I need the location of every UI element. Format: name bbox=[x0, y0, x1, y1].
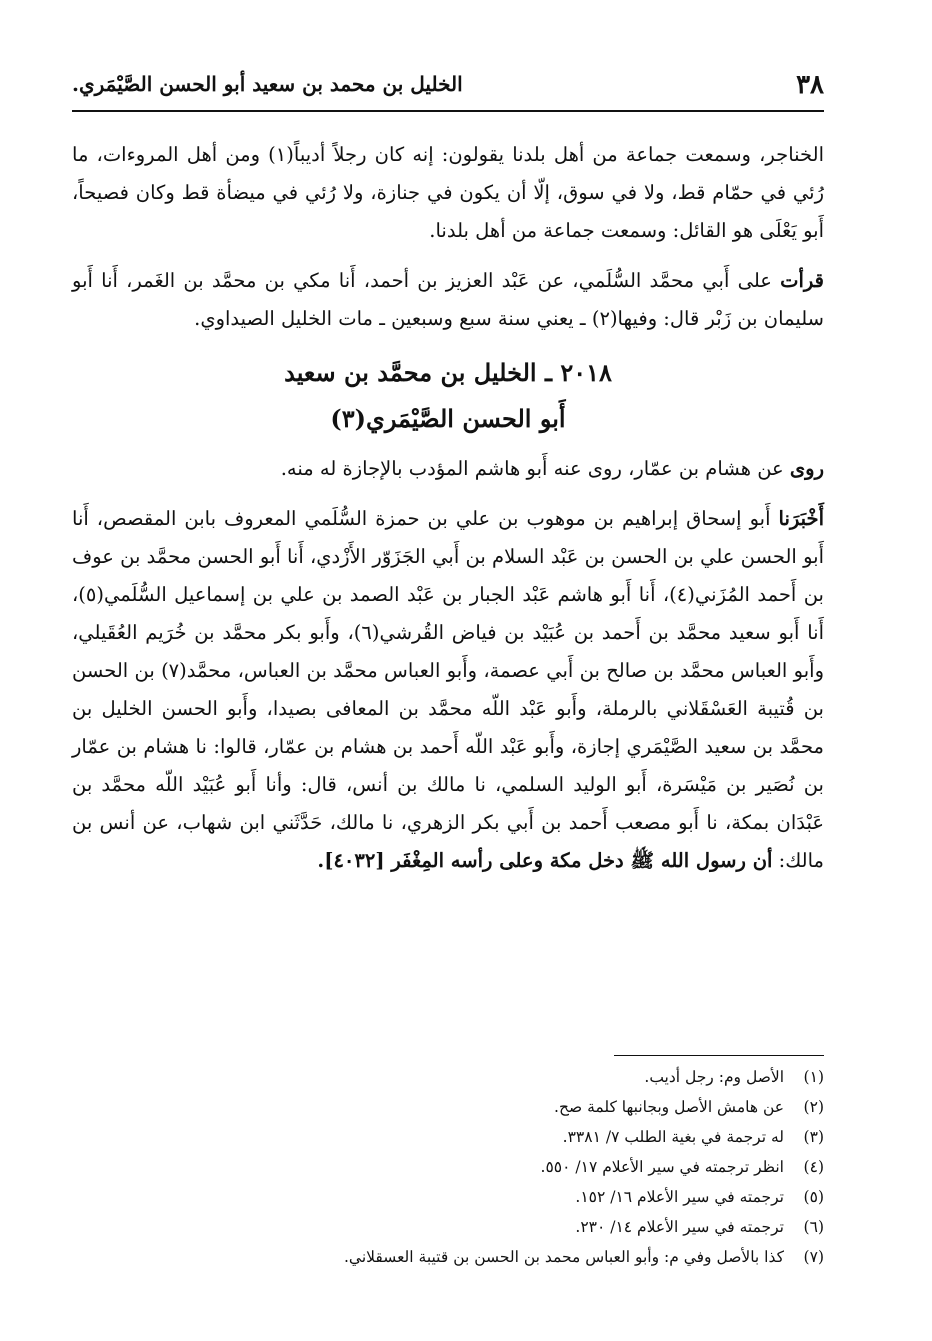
paragraph-1 bbox=[72, 136, 824, 250]
paragraph-text: الخناجر، وسمعت جماعة من أهل بلدنا يقولون: إنه كان رجلاً أديباً(١) ومن أهل المروءات، ما رُئي في حمّام قط، ولا في سوق، إلّا أن يكون في جنازة، ولا رُئي في ميضأة قط وكان فصيحاً، أَبو يَعْلَى هو القائل: وسمعت جماعة من أهل بلدنا. bbox=[72, 143, 824, 242]
footnote bbox=[72, 1152, 824, 1182]
footnote bbox=[72, 1242, 824, 1272]
entry-title bbox=[72, 350, 824, 442]
footnote-text: عن هامش الأصل وبجانبها كلمة صح. bbox=[554, 1098, 784, 1116]
footnote-rule bbox=[614, 1055, 824, 1056]
body-text bbox=[72, 136, 824, 892]
paragraph-2 bbox=[72, 262, 824, 338]
page bbox=[72, 70, 824, 1266]
footnote bbox=[72, 1182, 824, 1212]
paragraph-text: على أَبي محمَّد السُّلَمي، عن عَبْد العزيز بن أحمد، أَنا مكي بن محمَّد بن الغَمر، أَنا أَبو سليمان بن زَبْر قال: وفيها(٢) ـ يعني سنة سبع وسبعين ـ مات الخليل الصيداوي. bbox=[72, 269, 824, 330]
paragraph-lead: قرأت bbox=[780, 269, 824, 292]
footnote bbox=[72, 1122, 824, 1152]
footnote bbox=[72, 1062, 824, 1092]
footnote-text: له ترجمة في بغية الطلب ٧/ ٣٣٨١. bbox=[562, 1128, 784, 1146]
footnote-text: الأصل وم: رجل أديب. bbox=[644, 1068, 784, 1086]
running-title: الخليل بن محمد بن سعيد أبو الحسن الصَّيْمَري. bbox=[72, 72, 463, 96]
footnote-text: ترجمته في سير الأعلام ١٦/ ١٥٢. bbox=[575, 1188, 784, 1206]
footnote-number: (٧) bbox=[803, 1248, 824, 1266]
footnote-text: ترجمته في سير الأعلام ١٤/ ٢٣٠. bbox=[575, 1218, 784, 1236]
footnote bbox=[72, 1212, 824, 1242]
footnote bbox=[72, 1092, 824, 1122]
paragraph-3 bbox=[72, 450, 824, 488]
footnote-number: (٤) bbox=[803, 1158, 824, 1176]
footnote-number: (٣) bbox=[803, 1128, 824, 1146]
footnote-number: (٢) bbox=[803, 1098, 824, 1116]
paragraph-text: عن هشام بن عمّار، روى عنه أَبو هاشم المؤدب بالإجازة له منه. bbox=[280, 457, 790, 480]
paragraph-text: أَبو إسحاق إبراهيم بن موهوب بن علي بن حمزة السُّلَمي المعروف بابن المقصص، أَنا أَبو الحسن علي بن الحسن بن عَبْد السلام بن أَبي الجَزَوّر الأَزْدي، أَنا أَبو الحسن محمَّد بن عوف بن أَحمد المُزَني(٤)، أَنا أَبو هاشم عَبْد الجبار بن عَبْد الصمد بن علي بن إسماعيل السُّلَمي(٥)، أَنا أَبو سعيد محمَّد بن أَحمد بن عُبَيْد بن فياض القُرشي(٦)، وأَبو بكر محمَّد بن خُرَيم العُقَيلي، وأَبو العباس محمَّد بن صالح بن أَبي عصمة، وأَبو العباس محمَّد بن العباس، محمَّد(٧) بن الحسن بن قُتيبة العَسْقَلاني بالرملة، وأَبو عَبْد اللّه محمَّد بن المعافى بصيدا، وأَبو الحسن الخليل بن محمَّد بن سعيد الصَّيْمَري إجازة، وأَبو عَبْد اللّه أَحمد بن هشام بن عمّار، قالوا: نا هشام بن عمّار بن نُصَير بن مَيْسَرة، أَبو الوليد السلمي، نا مالك بن أنس، قال: وأنا أَبو عُبَيْد اللّه محمَّد بن عَبْدَان بمكة، نا أَبو مصعب أَحمد بن أَبي بكر الزهري، نا مالك، حَدَّثَني ابن شهاب، عن أنس بن مالك: bbox=[72, 507, 824, 872]
footnote-number: (٥) bbox=[803, 1188, 824, 1206]
page-number: ٣٨ bbox=[796, 70, 824, 100]
entry-title-line-2: أَبو الحسن الصَّيْمَري(٣) bbox=[330, 404, 566, 433]
footnote-text: كذا بالأصل وفي م: وأبو العباس محمد بن الحسن بن قتيبة العسقلاني. bbox=[344, 1248, 784, 1266]
footnote-text: انظر ترجمته في سير الأعلام ١٧/ ٥٥٠. bbox=[540, 1158, 784, 1176]
footnotes bbox=[72, 1062, 824, 1272]
paragraph-lead: روى bbox=[789, 457, 824, 480]
header-rule bbox=[72, 110, 824, 112]
footnote-number: (١) bbox=[803, 1068, 824, 1086]
hadith-text: أن رسول الله ﷺ دخل مكة وعلى رأسه المِغْفَر [٤٠٣٢]. bbox=[317, 849, 773, 872]
page-header bbox=[72, 70, 824, 106]
paragraph-lead: أَخْبَرَنا bbox=[778, 507, 824, 530]
paragraph-4 bbox=[72, 500, 824, 880]
footnote-number: (٦) bbox=[803, 1218, 824, 1236]
entry-title-line-1: ٢٠١٨ ـ الخليل بن محمَّد بن سعيد bbox=[284, 358, 612, 387]
